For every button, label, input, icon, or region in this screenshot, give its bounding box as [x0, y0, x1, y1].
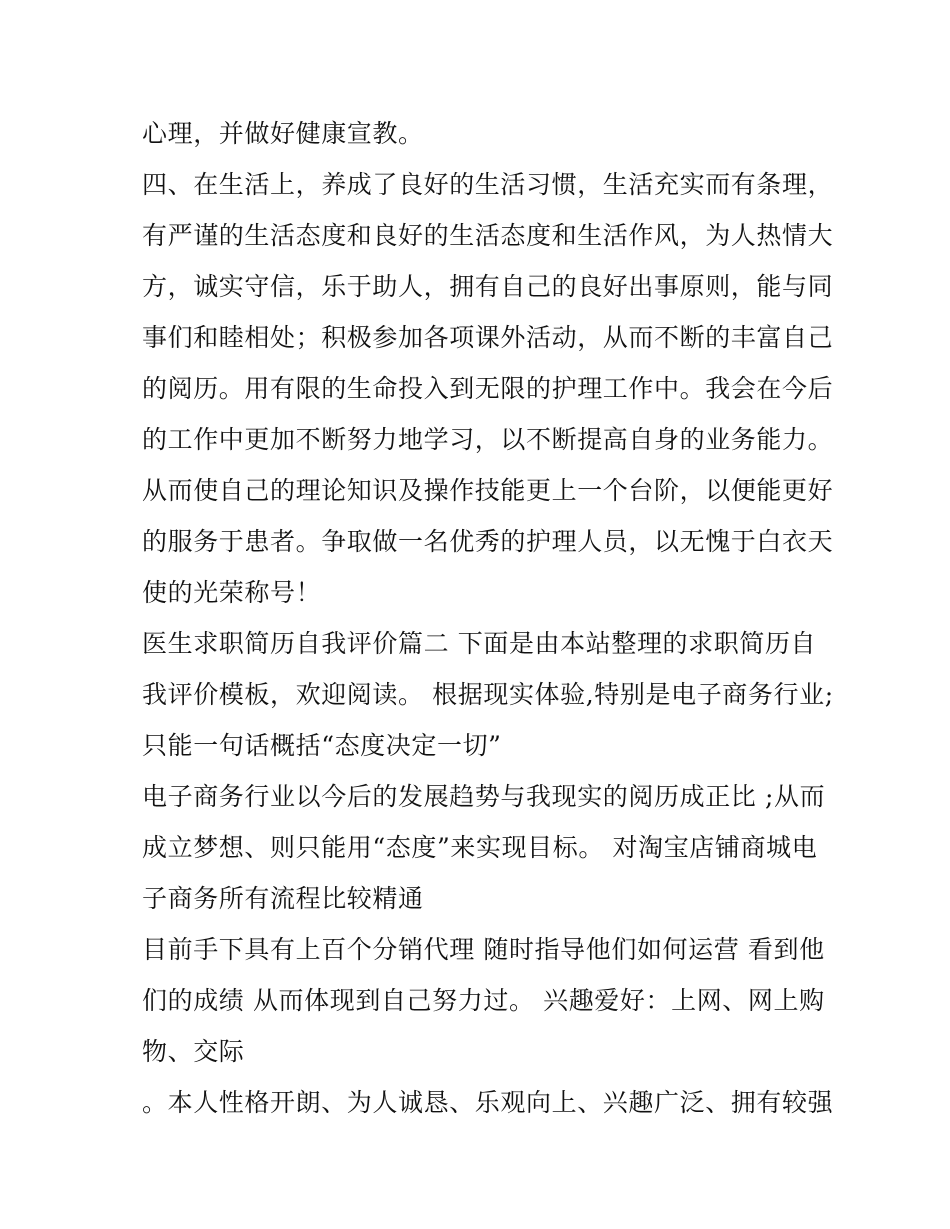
text-line: 目前手下具有上百个分销代理 随时指导他们如何运营 看到他	[142, 935, 825, 964]
text-line: 的阅历。用有限的生命投入到无限的护理工作中。我会在今后	[142, 374, 834, 403]
text-line: 的工作中更加不断努力地学习，以不断提高自身的业务能力。	[142, 425, 834, 454]
text-line: 的服务于患者。争取做一名优秀的护理人员，以无愧于白衣天	[142, 527, 834, 556]
text-line: 物、交际	[142, 1037, 245, 1066]
text-line: 只能一句话概括“态度决定一切”	[142, 731, 502, 760]
text-line: 成立梦想、则只能用“态度”来实现目标。 对淘宝店铺商城电	[142, 833, 818, 862]
text-line: 事们和睦相处；积极参加各项课外活动，从而不断的丰富自己	[142, 323, 834, 352]
text-line: 四、在生活上，养成了良好的生活习惯，生活充实而有条理，	[142, 170, 834, 199]
text-line: 我评价模板，欢迎阅读。 根据现实体验,特别是电子商务行业;	[142, 680, 834, 709]
text-line: 电子商务行业以今后的发展趋势与我现实的阅历成正比 ;从而	[142, 782, 826, 811]
text-line: 方，诚实守信，乐于助人，拥有自己的良好出事原则，能与同	[142, 272, 834, 301]
text-line: 心理，并做好健康宣教。	[142, 119, 424, 148]
text-line: 使的光荣称号！	[142, 578, 322, 607]
text-line: 有严谨的生活态度和良好的生活态度和生活作风，为人热情大	[142, 221, 834, 250]
text-line: 子商务所有流程比较精通	[142, 884, 424, 913]
document-body	[142, 108, 834, 1128]
text-line: 。本人性格开朗、为人诚恳、乐观向上、兴趣广泛、拥有较强	[142, 1088, 834, 1117]
text-line: 医生求职简历自我评价篇二 下面是由本站整理的求职简历自	[142, 629, 817, 658]
text-line: 们的成绩 从而体现到自己努力过。 兴趣爱好：上网、网上购	[142, 986, 825, 1015]
text-line: 从而使自己的理论知识及操作技能更上一个台阶，以便能更好	[142, 476, 834, 505]
